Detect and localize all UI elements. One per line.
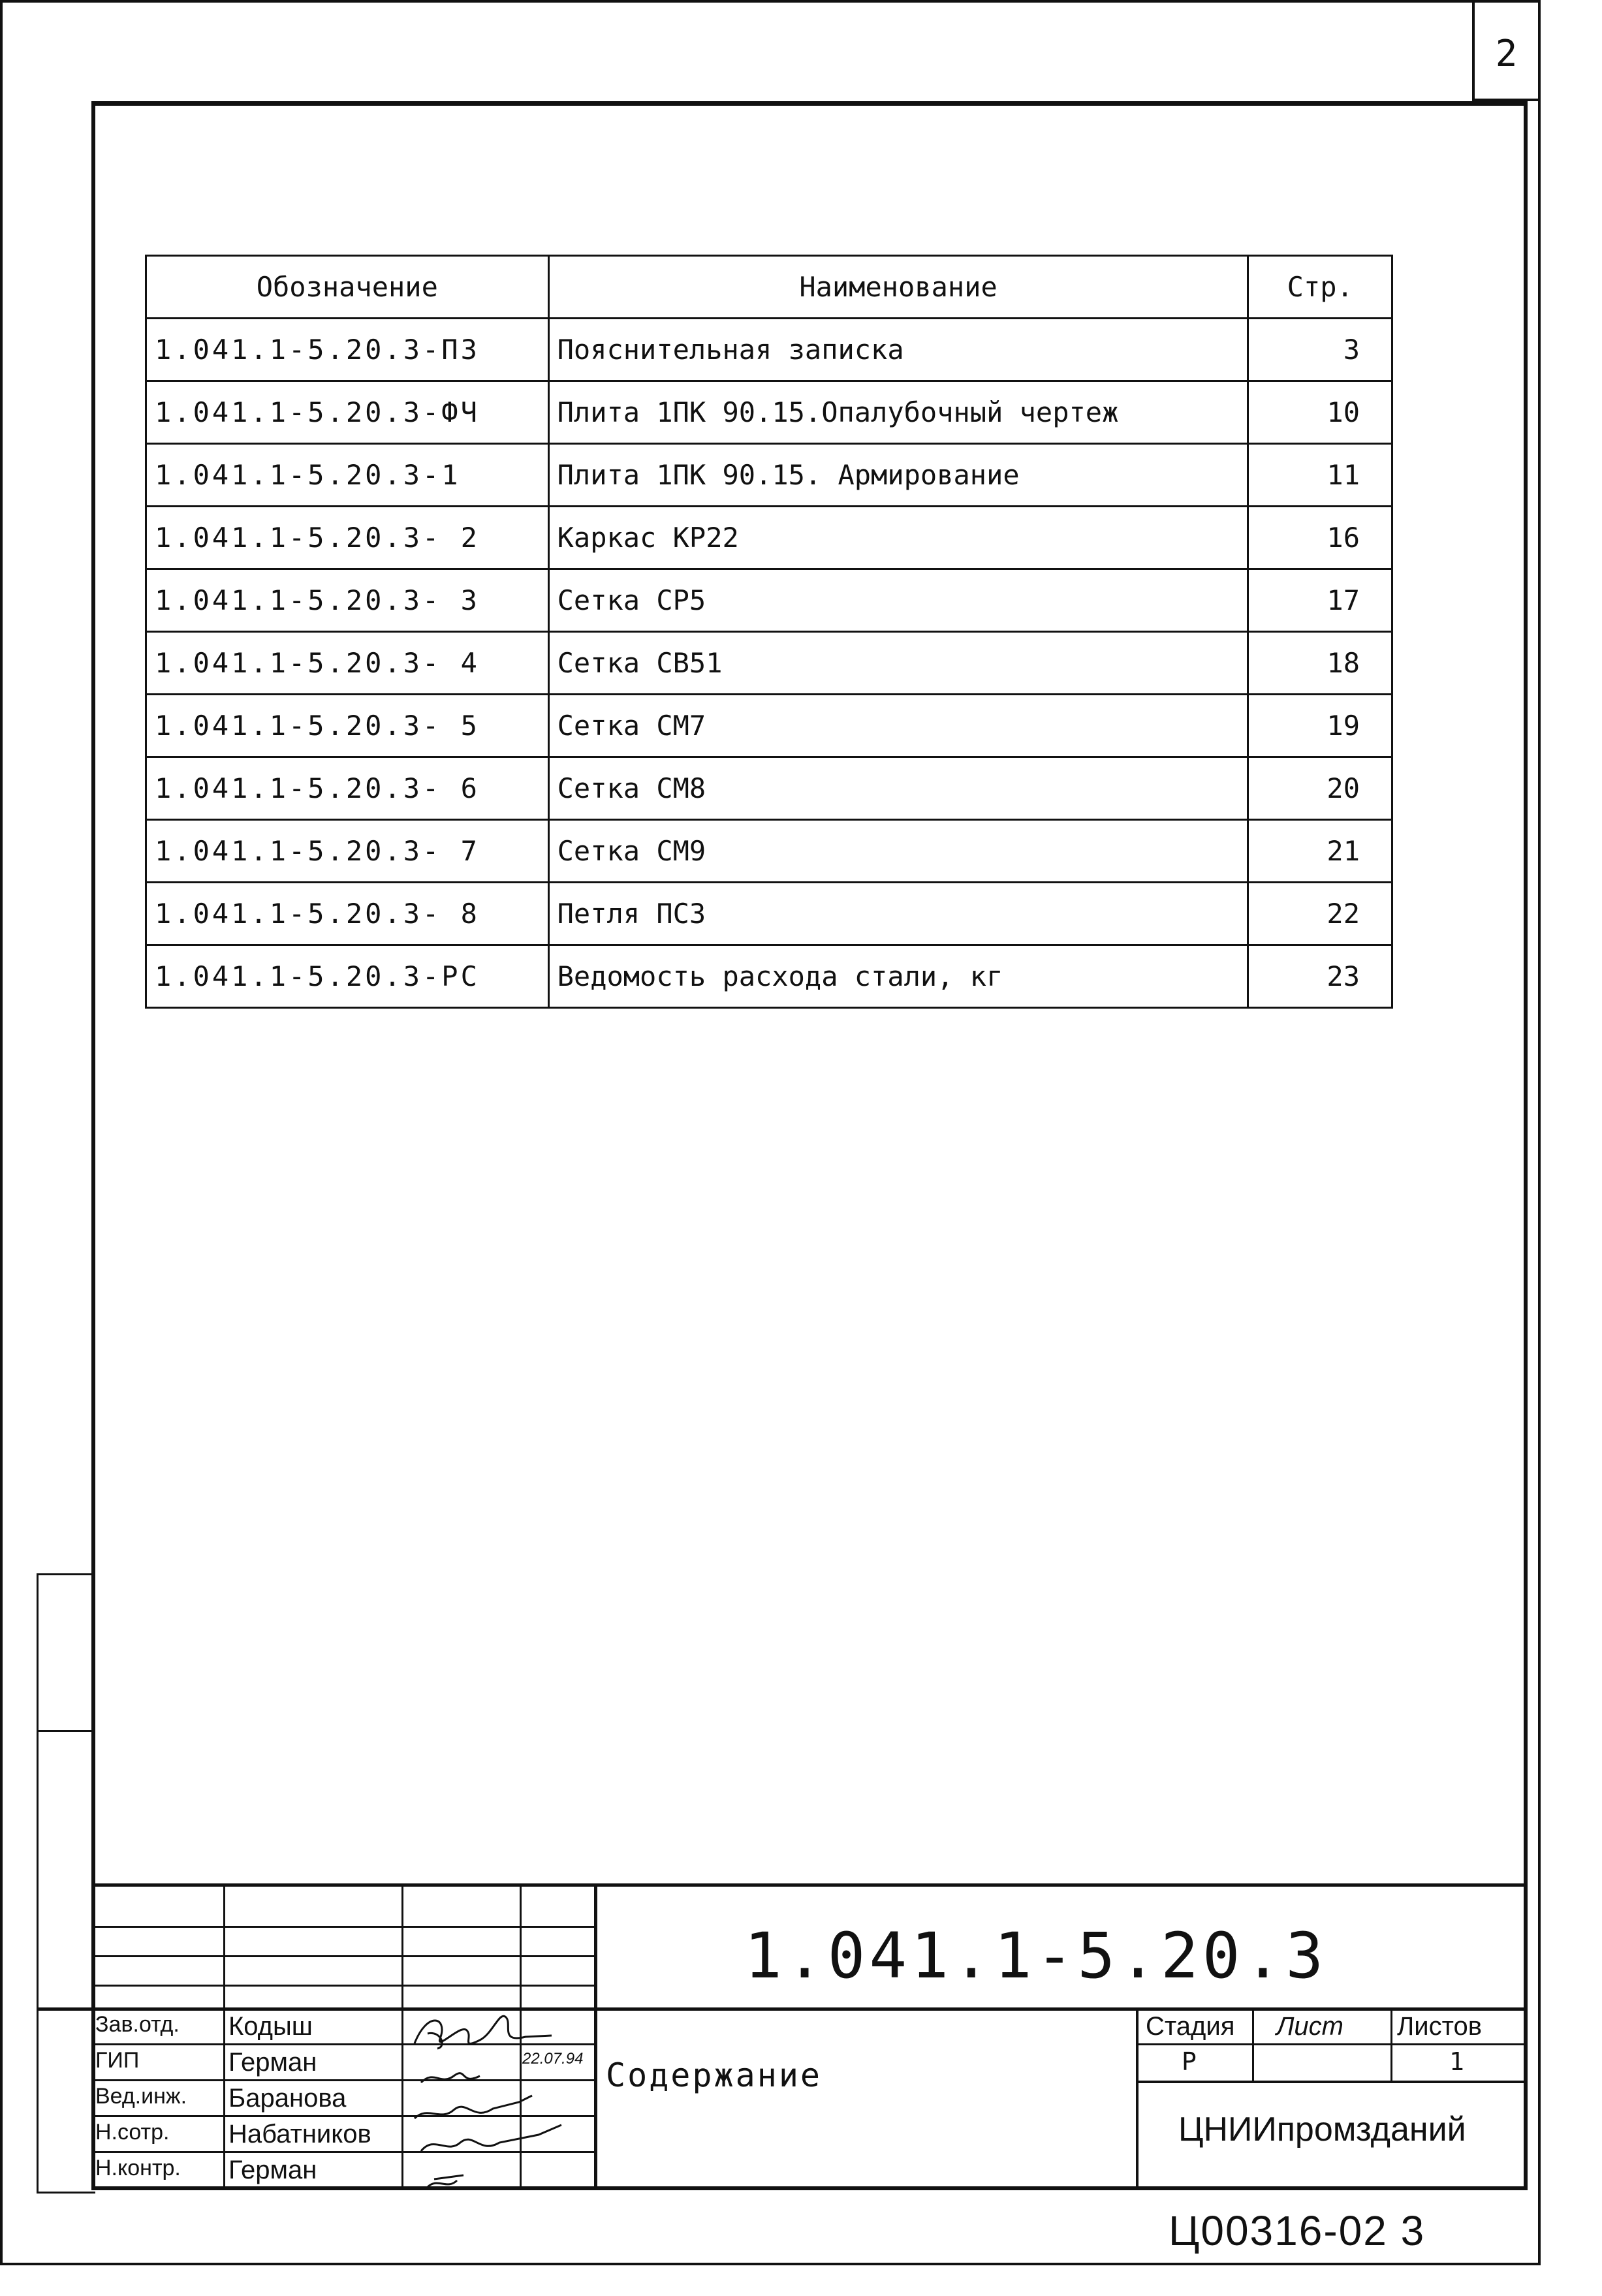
row-page: 11 — [1248, 444, 1392, 507]
signatory-role: Н.контр. — [95, 2156, 181, 2180]
row-code: 1.041.1-5.20.3- 6 — [146, 757, 549, 820]
row-name: Каркас КР22 — [548, 507, 1248, 569]
handwritten-signatures — [401, 1972, 597, 2194]
side-stamp-divider — [37, 1730, 95, 1732]
stage-value: Р — [1182, 2047, 1197, 2076]
tb-hline — [1136, 2043, 1528, 2045]
sheet-number: 2 — [1495, 33, 1518, 75]
tb-hline — [91, 1955, 594, 1957]
signatory-role: Зав.отд. — [95, 2012, 180, 2037]
row-name: Ведомость расхода стали, кг — [548, 945, 1248, 1008]
row-name: Плита 1ПК 90.15.Опалубочный чертеж — [548, 381, 1248, 444]
tb-vline — [223, 1883, 225, 2190]
row-name: Петля ПС3 — [548, 883, 1248, 945]
table-row — [146, 757, 1392, 820]
signatory-name: Герман — [228, 2156, 317, 2184]
table-row — [146, 319, 1392, 381]
sheets-label: Листов — [1397, 2012, 1482, 2041]
header-page: Стр. — [1248, 256, 1392, 319]
row-name: Сетка СМ9 — [548, 820, 1248, 883]
signatory-name: Набатников — [228, 2120, 371, 2148]
tb-hline — [91, 1926, 594, 1928]
table-row — [146, 820, 1392, 883]
row-page: 3 — [1248, 319, 1392, 381]
signatory-name: Баранова — [228, 2084, 347, 2113]
row-code: 1.041.1-5.20.3- 8 — [146, 883, 549, 945]
row-code: 1.041.1-5.20.3- 3 — [146, 569, 549, 632]
row-page: 18 — [1248, 632, 1392, 695]
table-row — [146, 695, 1392, 757]
row-name: Сетка СМ7 — [548, 695, 1248, 757]
row-page: 23 — [1248, 945, 1392, 1008]
table-row — [146, 507, 1392, 569]
sheets-value: 1 — [1449, 2047, 1464, 2076]
row-page: 20 — [1248, 757, 1392, 820]
archive-code: Ц00316-02 3 — [1169, 2207, 1426, 2254]
row-code: 1.041.1-5.20.3-1 — [146, 444, 549, 507]
row-code: 1.041.1-5.20.3-ПЗ — [146, 319, 549, 381]
document-designation: 1.041.1-5.20.3 — [744, 1919, 1328, 1992]
row-code: 1.041.1-5.20.3-РС — [146, 945, 549, 1008]
row-code: 1.041.1-5.20.3- 4 — [146, 632, 549, 695]
row-name: Сетка СР5 — [548, 569, 1248, 632]
row-page: 21 — [1248, 820, 1392, 883]
sheet-label: Лист — [1276, 2012, 1343, 2041]
table-row — [146, 632, 1392, 695]
contents-header-row — [146, 256, 1392, 319]
row-page: 16 — [1248, 507, 1392, 569]
tb-vline — [1136, 2007, 1139, 2190]
signatory-name: Герман — [228, 2048, 317, 2077]
signatory-role: Вед.инж. — [95, 2084, 187, 2109]
row-name: Сетка СМ8 — [548, 757, 1248, 820]
tb-main-hline — [37, 2007, 1528, 2011]
row-name: Сетка СВ51 — [548, 632, 1248, 695]
document-title: Содержание — [606, 2056, 823, 2094]
row-code: 1.041.1-5.20.3- 5 — [146, 695, 549, 757]
header-designation: Обозначение — [146, 256, 549, 319]
row-name: Пояснительная записка — [548, 319, 1248, 381]
table-row — [146, 444, 1392, 507]
row-page: 17 — [1248, 569, 1392, 632]
stage-label: Стадия — [1146, 2012, 1235, 2041]
table-row — [146, 945, 1392, 1008]
row-name: Плита 1ПК 90.15. Армирование — [548, 444, 1248, 507]
tb-hline — [1136, 2081, 1528, 2083]
signatory-role: ГИП — [95, 2048, 140, 2073]
row-code: 1.041.1-5.20.3- 7 — [146, 820, 549, 883]
table-row — [146, 381, 1392, 444]
table-row — [146, 883, 1392, 945]
row-code: 1.041.1-5.20.3-ФЧ — [146, 381, 549, 444]
header-name: Наименование — [548, 256, 1248, 319]
table-row — [146, 569, 1392, 632]
row-code: 1.041.1-5.20.3- 2 — [146, 507, 549, 569]
row-page: 19 — [1248, 695, 1392, 757]
organization-name: ЦНИИпромзданий — [1178, 2111, 1466, 2148]
side-stamp-strip — [37, 1573, 95, 2194]
row-page: 22 — [1248, 883, 1392, 945]
contents-table — [145, 255, 1393, 1009]
signatory-role: Н.сотр. — [95, 2120, 170, 2145]
signature-date: 22.07.94 — [522, 2050, 584, 2068]
signatory-name: Кодыш — [228, 2012, 313, 2041]
row-page: 10 — [1248, 381, 1392, 444]
